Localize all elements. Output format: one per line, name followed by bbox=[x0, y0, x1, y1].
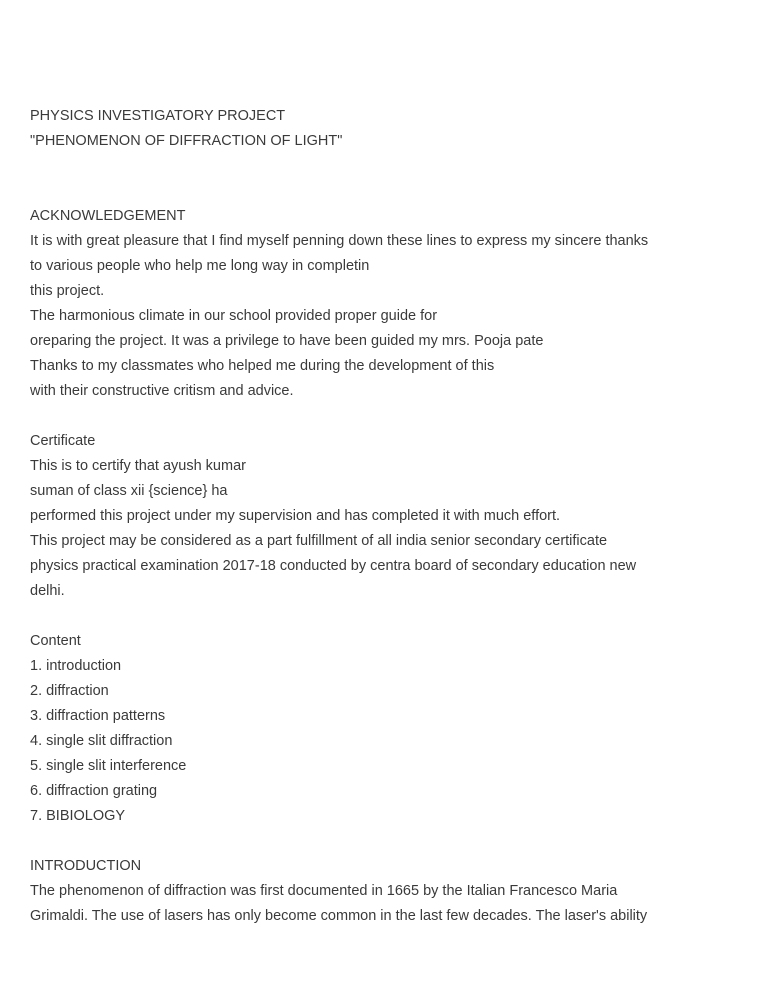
content-list-item: 4. single slit diffraction bbox=[30, 733, 173, 749]
content-list-item: 5. single slit interference bbox=[30, 758, 187, 774]
certificate-section bbox=[30, 429, 740, 604]
content-list-item: 7. BIBIOLOGY bbox=[30, 808, 126, 824]
acknowledgement-line: Thanks to my classmates who helped me during the development of this bbox=[30, 358, 495, 374]
content-list-item: 3. diffraction patterns bbox=[30, 708, 166, 724]
project-subtitle: "PHENOMENON OF DIFFRACTION OF LIGHT" bbox=[30, 133, 343, 149]
certificate-line: delhi. bbox=[30, 583, 65, 599]
acknowledgement-section bbox=[30, 204, 740, 404]
content-list-item: 6. diffraction grating bbox=[30, 783, 158, 799]
acknowledgement-line: to various people who help me long way in completin bbox=[30, 258, 370, 274]
certificate-heading: Certificate bbox=[30, 433, 96, 449]
acknowledgement-line: It is with great pleasure that I find myself penning down these lines to express my sincere thanks bbox=[30, 233, 649, 249]
content-list-item: 1. introduction bbox=[30, 658, 122, 674]
introduction-line: The phenomenon of diffraction was first documented in 1665 by the Italian Francesco Maria bbox=[30, 883, 618, 899]
document-body bbox=[30, 104, 740, 929]
content-heading: Content bbox=[30, 633, 81, 649]
spacer bbox=[30, 154, 740, 204]
content-section bbox=[30, 629, 740, 829]
introduction-heading: INTRODUCTION bbox=[30, 858, 142, 874]
project-title: PHYSICS INVESTIGATORY PROJECT bbox=[30, 108, 286, 124]
certificate-line: This is to certify that ayush kumar bbox=[30, 458, 246, 474]
certificate-line: This project may be considered as a part fulfillment of all india senior secondary certificate bbox=[30, 533, 608, 549]
certificate-line: performed this project under my supervision and has completed it with much effort. bbox=[30, 508, 561, 524]
certificate-line: suman of class xii {science} ha bbox=[30, 483, 228, 499]
introduction-section bbox=[30, 854, 740, 929]
content-list-item: 2. diffraction bbox=[30, 683, 109, 699]
acknowledgement-line: oreparing the project. It was a privilege to have been guided my mrs. Pooja pate bbox=[30, 333, 544, 349]
spacer bbox=[30, 829, 740, 854]
acknowledgement-heading: ACKNOWLEDGEMENT bbox=[30, 208, 186, 224]
certificate-line: physics practical examination 2017-18 conducted by centra board of secondary education new bbox=[30, 558, 637, 574]
acknowledgement-line: this project. bbox=[30, 283, 105, 299]
introduction-line: Grimaldi. The use of lasers has only become common in the last few decades. The laser's ability bbox=[30, 908, 648, 924]
spacer bbox=[30, 404, 740, 429]
acknowledgement-line: with their constructive critism and advice. bbox=[30, 383, 294, 399]
acknowledgement-line: The harmonious climate in our school provided proper guide for bbox=[30, 308, 438, 324]
spacer bbox=[30, 604, 740, 629]
